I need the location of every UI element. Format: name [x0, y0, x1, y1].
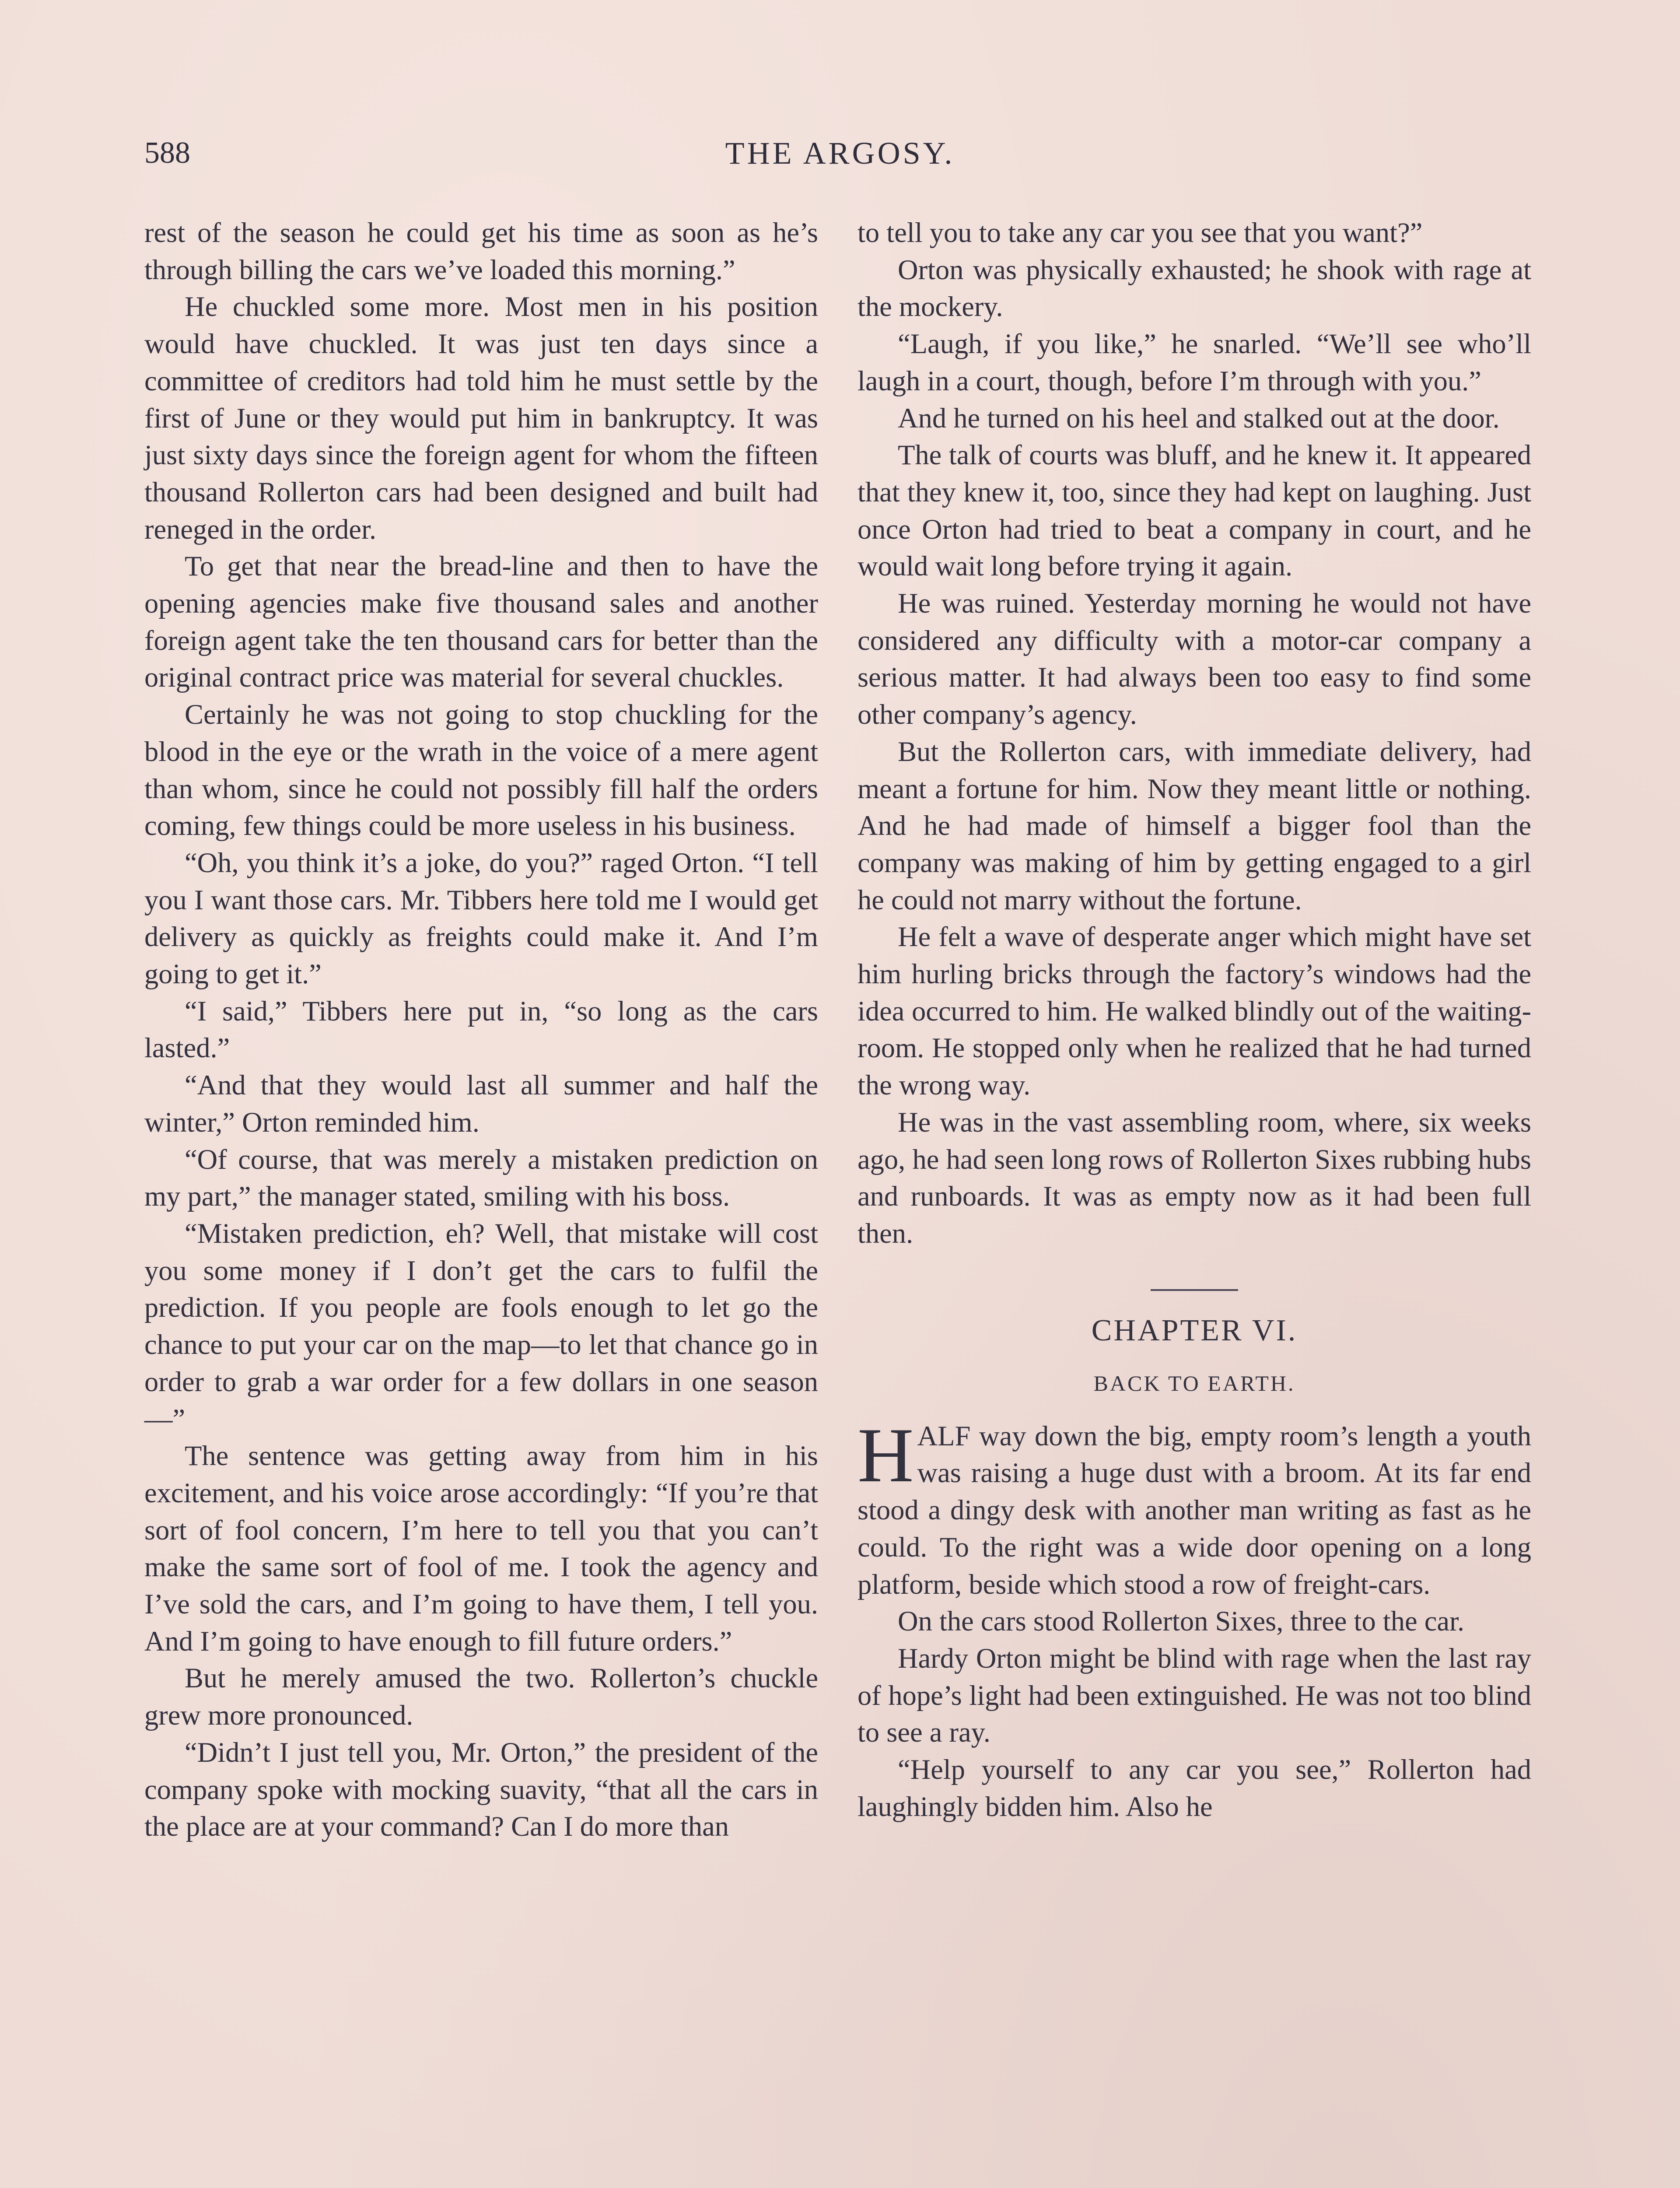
paragraph: rest of the season he could get his time as soon as he’s through billing the cars we’ve loaded this morning.”	[144, 217, 818, 285]
left-column	[144, 214, 818, 1845]
drop-cap-paragraph	[858, 1411, 1531, 1603]
drop-cap-letter: H	[858, 1411, 914, 1498]
drop-cap-paragraph-text: ALF way down the big, empty room’s length a youth was raising a huge dust with a broom. At its far end stood a dingy desk with another man writing as fast as he could. To the right was a wide door opening on a long platform, beside which stood a row of freight-cars.	[858, 1420, 1531, 1600]
right-column	[858, 214, 1531, 1825]
running-head: THE ARGOSY.	[725, 136, 955, 171]
paragraph: But he merely amused the two. Rollerton’s chuckle grew more pronounced.	[144, 1662, 818, 1731]
paragraph: “Mistaken prediction, eh? Well, that mistake will cost you some money if I don’t get the cars to fulfil the prediction. If you people are fools enough to let go the chance to put your car on the map—to let that chance go in order to grab a war order for a few dollars in one season—”	[144, 1217, 818, 1434]
chapter-divider-rule	[1151, 1289, 1238, 1291]
chapter-subtitle: BACK TO EARTH.	[1093, 1371, 1295, 1396]
paragraph: He was in the vast assembling room, where, six weeks ago, he had seen long rows of Rollerton Sixes rubbing hubs and runboards. It was as empty now as it had been full then.	[858, 1106, 1531, 1249]
paragraph: “Laugh, if you like,” he snarled. “We’ll see who’ll laugh in a court, though, before I’m through with you.”	[858, 328, 1531, 396]
paragraph: to tell you to take any car you see that you want?”	[858, 217, 1423, 248]
paragraph: “And that they would last all summer and half the winter,” Orton reminded him.	[144, 1069, 818, 1138]
paragraph: To get that near the bread-line and then to have the opening agencies make five thousand sales and another foreign agent take the ten thousand cars for better than the original contract price was material for several chuckles.	[144, 551, 818, 693]
paragraph: He chuckled some more. Most men in his position would have chuckled. It was just ten days since a committee of creditors had told him he must settle by the first of June or they would put him in bankruptcy. It was just sixty days since the foreign agent for whom the fifteen thousand Rollerton cars had been designed and built had reneged in the order.	[144, 291, 818, 545]
paragraph: And he turned on his heel and stalked out at the door.	[898, 402, 1500, 434]
chapter-title: CHAPTER VI.	[1091, 1313, 1298, 1347]
paragraph: Orton was physically exhausted; he shook with rage at the mockery.	[858, 254, 1531, 323]
paragraph: “Oh, you think it’s a joke, do you?” raged Orton. “I tell you I want those cars. Mr. Tibbers here told me I would get delivery as quickly as freights could make it. And I’m going to get it.”	[144, 847, 818, 990]
paragraph: The talk of courts was bluff, and he knew it. It appeared that they knew it, too, since they had kept on laughing. Just once Orton had tried to beat a company in court, and he would wait long before trying it again.	[858, 439, 1531, 582]
paragraph: But the Rollerton cars, with immediate delivery, had meant a fortune for him. Now they meant little or nothing. And he had made of himself a bigger fool than the company was making of him by getting engaged to a girl he could not marry without the fortune.	[858, 736, 1531, 915]
paragraph: “Of course, that was merely a mistaken prediction on my part,” the manager stated, smiling with his boss.	[144, 1143, 818, 1212]
paragraph: “I said,” Tibbers here put in, “so long as the cars lasted.”	[144, 995, 818, 1064]
paragraph: Hardy Orton might be blind with rage when the last ray of hope’s light had been extinguished. He was not too blind to see a ray.	[858, 1642, 1531, 1748]
paragraph: He felt a wave of desperate anger which might have set him hurling bricks through the factory’s windows had the idea occurred to him. He walked blindly out of the waiting-room. He stopped only when he realized that he had turned the wrong way.	[858, 921, 1531, 1101]
paragraph: The sentence was getting away from him in his excitement, and his voice arose accordingly: “If you’re that sort of fool concern, I’m here to tell you that you can’t make the same sort of fool of me. I took the agency and I’ve sold the cars, and I’m going to have them, I tell you. And I’m going to have enough to fill future orders.”	[144, 1440, 818, 1657]
paragraph: Certainly he was not going to stop chuckling for the blood in the eye or the wrath in the voice of a mere agent than whom, since he could not possibly fill half the orders coming, few things could be more useless in his business.	[144, 699, 818, 842]
paragraph: “Didn’t I just tell you, Mr. Orton,” the president of the company spoke with mocking suavity, “that all the cars in the place are at your command? Can I do more than	[144, 1736, 818, 1842]
paragraph: On the cars stood Rollerton Sixes, three to the car.	[898, 1606, 1465, 1637]
page-header	[144, 131, 1536, 179]
paragraph: “Help yourself to any car you see,” Rollerton had laughingly bidden him. Also he	[858, 1754, 1531, 1822]
page-number: 588	[144, 136, 190, 170]
paragraph: He was ruined. Yesterday morning he would not have considered any difficulty with a motor-car company a serious matter. It had always been too easy to find some other company’s agency.	[858, 588, 1531, 730]
